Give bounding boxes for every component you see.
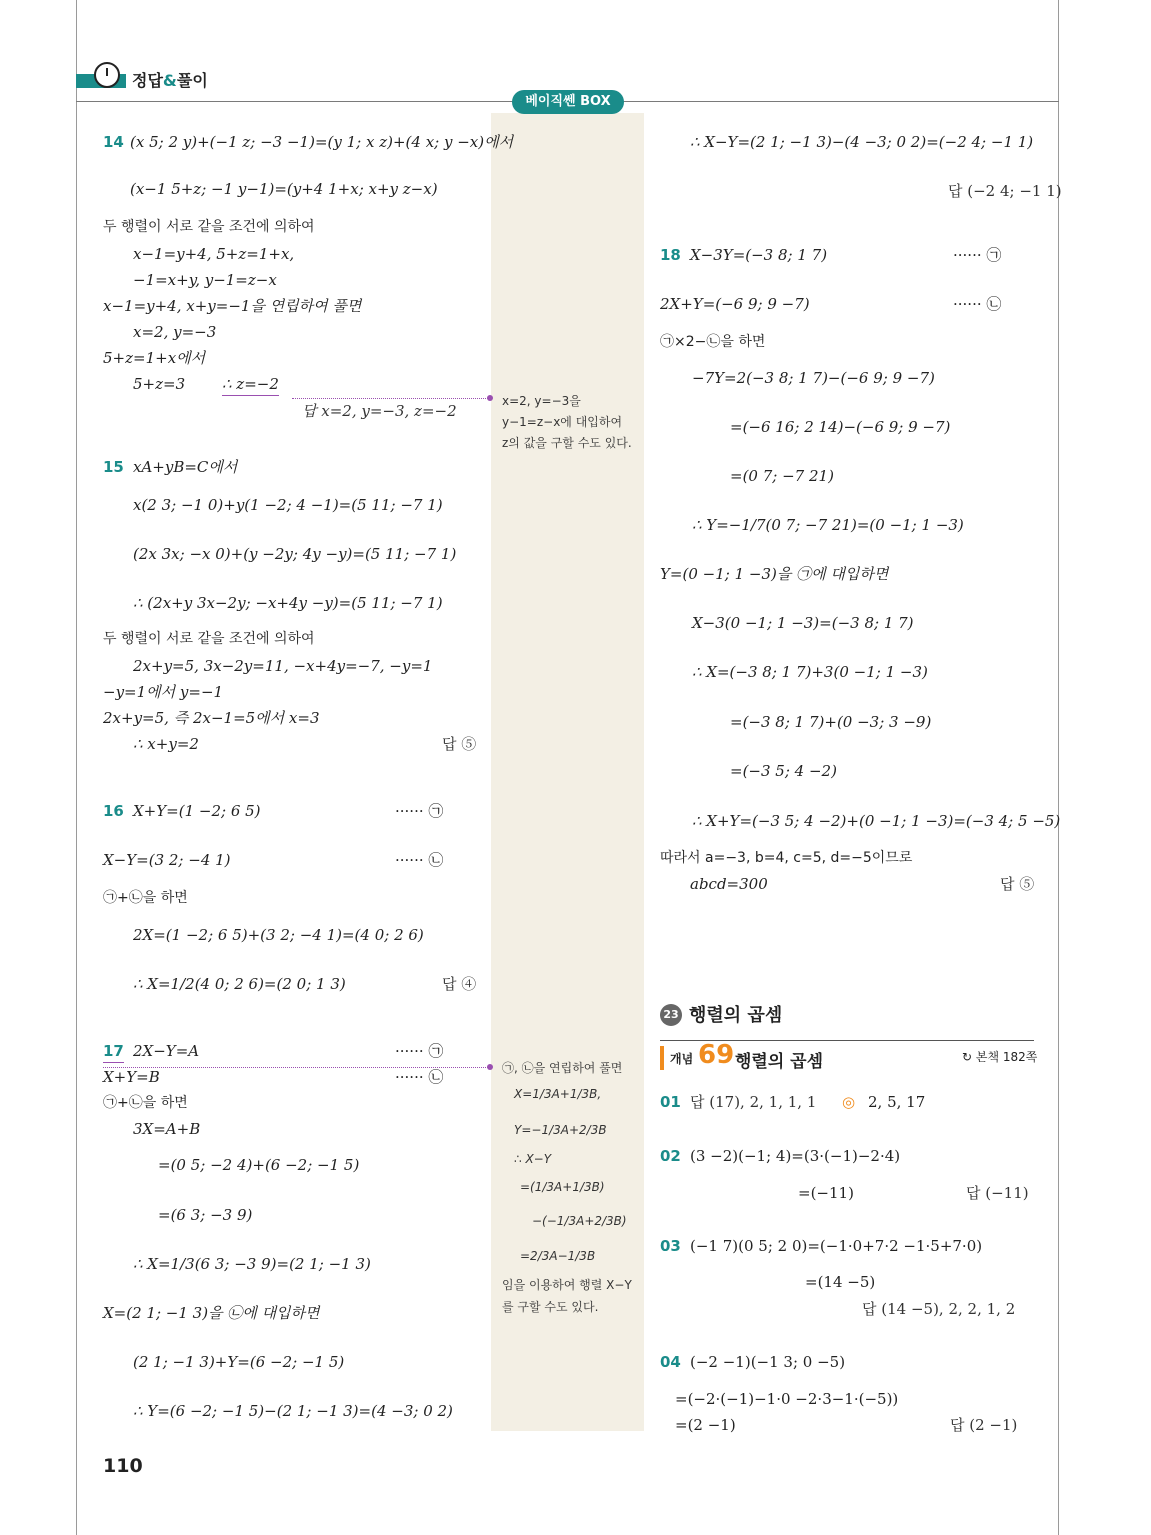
answer: 답 ⑤ (442, 735, 477, 753)
target-icon: ◎ (842, 1093, 856, 1111)
problem-number: 18 (660, 246, 681, 264)
text-line: 따라서 a=−3, b=4, c=5, d=−5이므로 (660, 850, 913, 866)
math-line: =(−3 5; 4 −2) (730, 762, 837, 780)
math-line: =(−6 16; 2 14)−(−6 9; 9 −7) (730, 418, 951, 436)
math-line: =(−2·(−1)−1·0 −2·3−1·(−5)) (675, 1390, 899, 1408)
side-note-line: ㉠, ㉡을 연립하여 풀면 (502, 1061, 623, 1075)
problem-number: 02 (660, 1147, 681, 1165)
math-line: (3 −2)(−1; 4)=(3·(−1)−2·4) (690, 1147, 901, 1165)
math-line: X+Y=B (103, 1068, 160, 1086)
math-line: 2X+Y=(−6 9; 9 −7) (660, 295, 810, 313)
math-line: =(0 5; −2 4)+(6 −2; −1 5) (158, 1156, 360, 1174)
math-line: ∴ X−Y=(2 1; −1 3)−(4 −3; 0 2)=(−2 4; −1 1) (690, 133, 1034, 151)
math-line: X−Y=(3 2; −4 1) (103, 851, 231, 869)
reference-link: ↻ 본책 182쪽 (962, 1048, 1037, 1065)
math-line: ∴ (2x+y 3x−2y; −x+4y −y)=(5 11; −7 1) (133, 594, 443, 612)
math-line: 2x+y=5, 3x−2y=11, −x+4y=−7, −y=1 (133, 657, 433, 675)
problem-number: 01 (660, 1093, 681, 1111)
math-line: −1=x+y, y−1=z−x (133, 271, 277, 289)
math-line: Y=(0 −1; 1 −3)을 ㉠에 대입하면 (660, 565, 889, 583)
equation-label: ······ ㉡ (953, 295, 1002, 313)
math-line: =(0 7; −7 21) (730, 467, 834, 485)
math-line: X+Y=(1 −2; 6 5) (133, 802, 261, 820)
math-line: ∴ X+Y=(−3 5; 4 −2)+(0 −1; 1 −3)=(−3 4; 5 −5) (692, 812, 1061, 830)
side-note-line: =(1/3A+1/3B) (520, 1180, 605, 1194)
math-line: x−1=y+4, 5+z=1+x, (133, 245, 295, 263)
math-line: ∴ X=1/3(6 3; −3 9)=(2 1; −1 3) (133, 1255, 371, 1273)
note-pin (487, 1064, 493, 1070)
math-line: (x 5; 2 y)+(−1 z; −3 −1)=(y 1; x z)+(4 x; y −x)에서 (130, 133, 514, 151)
text-line: ㉠+㉡을 하면 (103, 890, 188, 906)
answer: 답 ④ (442, 975, 477, 993)
math-line: 5+z=3 (133, 375, 186, 393)
math-line: ∴ x+y=2 (133, 735, 199, 753)
math-line: abcd=300 (690, 875, 768, 893)
concept-accent-bar (660, 1046, 664, 1070)
equation-label: ······ ㉠ (395, 802, 444, 820)
problem-number: 04 (660, 1353, 681, 1371)
side-note-line: 를 구할 수도 있다. (502, 1300, 599, 1314)
math-line: (−2 −1)(−1 3; 0 −5) (690, 1353, 846, 1371)
math-line: ∴ X=1/2(4 0; 2 6)=(2 0; 1 3) (133, 975, 346, 993)
side-note-line: z의 값을 구할 수도 있다. (502, 436, 632, 450)
math-line: =(6 3; −3 9) (158, 1206, 253, 1224)
math-line: 3X=A+B (133, 1120, 201, 1138)
problem-number: 15 (103, 458, 124, 476)
math-line: X−3Y=(−3 8; 1 7) (690, 246, 828, 264)
math-line: =(−11) (798, 1184, 854, 1202)
note-leader (103, 1067, 488, 1068)
math-line: 2X−Y=A (133, 1042, 200, 1060)
box-badge: 베이직쎈 BOX (512, 90, 624, 114)
answer-extra: 2, 5, 17 (868, 1093, 926, 1111)
math-line: −7Y=2(−3 8; 1 7)−(−6 9; 9 −7) (692, 369, 935, 387)
clock-icon (94, 62, 120, 88)
equation-label: ······ ㉠ (953, 246, 1002, 264)
math-line: ∴ z=−2 (222, 373, 279, 396)
note-pin (487, 395, 493, 401)
math-line: (x−1 5+z; −1 y−1)=(y+4 1+x; x+y z−x) (130, 180, 438, 198)
text-line: 두 행렬이 서로 같을 조건에 의하여 (103, 219, 315, 235)
side-note-line: x=2, y=−3을 (502, 394, 581, 408)
text-line: ㉠+㉡을 하면 (103, 1095, 188, 1111)
math-line: x−1=y+4, x+y=−1을 연립하여 풀면 (103, 297, 362, 315)
side-note-line: ∴ X−Y (514, 1152, 552, 1166)
math-line: −y=1에서 y=−1 (103, 683, 224, 701)
math-line: (−1 7)(0 5; 2 0)=(−1·0+7·2 −1·5+7·0) (690, 1237, 983, 1255)
concept-number: 69 (698, 1040, 735, 1070)
side-notes-panel (491, 113, 644, 1431)
text-line: ㉠×2−㉡을 하면 (660, 334, 766, 350)
math-line: x=2, y=−3 (133, 323, 217, 341)
math-line: 5+z=1+x에서 (103, 349, 206, 367)
header-title: 정답&풀이 (132, 71, 208, 90)
math-line: X−3(0 −1; 1 −3)=(−3 8; 1 7) (692, 614, 914, 632)
section-title: 행렬의 곱셈 (689, 1005, 783, 1026)
math-line: ∴ Y=(6 −2; −1 5)−(2 1; −1 3)=(4 −3; 0 2) (133, 1402, 453, 1420)
page-number: 110 (103, 1455, 143, 1477)
math-line: xA+yB=C에서 (133, 458, 238, 476)
concept-title: 행렬의 곱셈 (735, 1052, 824, 1072)
math-line: (2 1; −1 3)+Y=(6 −2; −1 5) (133, 1353, 345, 1371)
equation-label: ······ ㉡ (395, 1068, 444, 1086)
math-line: =(14 −5) (805, 1273, 876, 1291)
equation-label: ······ ㉡ (395, 851, 444, 869)
problem-number: 14 (103, 133, 124, 151)
equation-label: ······ ㉠ (395, 1042, 444, 1060)
answer: 답 x=2, y=−3, z=−2 (302, 402, 457, 420)
math-line: ∴ X=(−3 8; 1 7)+3(0 −1; 1 −3) (692, 663, 928, 681)
math-line: 2x+y=5, 즉 2x−1=5에서 x=3 (103, 709, 320, 727)
math-line: (2x 3x; −x 0)+(y −2y; 4y −y)=(5 11; −7 1) (133, 545, 457, 563)
answer: 답 (−2 4; −1 1) (948, 182, 1062, 200)
section-badge: 23 (660, 1004, 682, 1026)
math-line: =(−3 8; 1 7)+(0 −3; 3 −9) (730, 713, 932, 731)
side-note-line: X=1/3A+1/3B, (514, 1087, 602, 1101)
math-line: 2X=(1 −2; 6 5)+(3 2; −4 1)=(4 0; 2 6) (133, 926, 424, 944)
answer: 답 (−11) (966, 1184, 1029, 1202)
page-frame-left (76, 0, 77, 1535)
side-note-line: Y=−1/3A+2/3B (514, 1123, 607, 1137)
math-line: ∴ Y=−1/7(0 7; −7 21)=(0 −1; 1 −3) (692, 516, 964, 534)
answer: 답 (17), 2, 1, 1, 1 (690, 1093, 817, 1111)
note-leader (292, 398, 488, 399)
side-note-line: 임을 이용하여 행렬 X−Y (502, 1278, 632, 1292)
problem-number: 17 (103, 1040, 124, 1063)
answer: 답 (14 −5), 2, 2, 1, 2 (862, 1300, 1016, 1318)
answer: 답 (2 −1) (950, 1416, 1018, 1434)
answer: 답 ⑤ (1000, 875, 1035, 893)
math-line: x(2 3; −1 0)+y(1 −2; 4 −1)=(5 11; −7 1) (133, 496, 443, 514)
math-line: =(2 −1) (675, 1416, 736, 1434)
side-note-line: y−1=z−x에 대입하여 (502, 415, 623, 429)
text-line: 두 행렬이 서로 같을 조건에 의하여 (103, 631, 315, 647)
concept-label: 개념 (670, 1052, 694, 1066)
problem-number: 03 (660, 1237, 681, 1255)
side-note-line: =2/3A−1/3B (520, 1249, 596, 1263)
page-frame-right (1058, 0, 1059, 1535)
math-line: X=(2 1; −1 3)을 ㉡에 대입하면 (103, 1304, 320, 1322)
side-note-line: −(−1/3A+2/3B) (532, 1214, 627, 1228)
problem-number: 16 (103, 802, 124, 820)
